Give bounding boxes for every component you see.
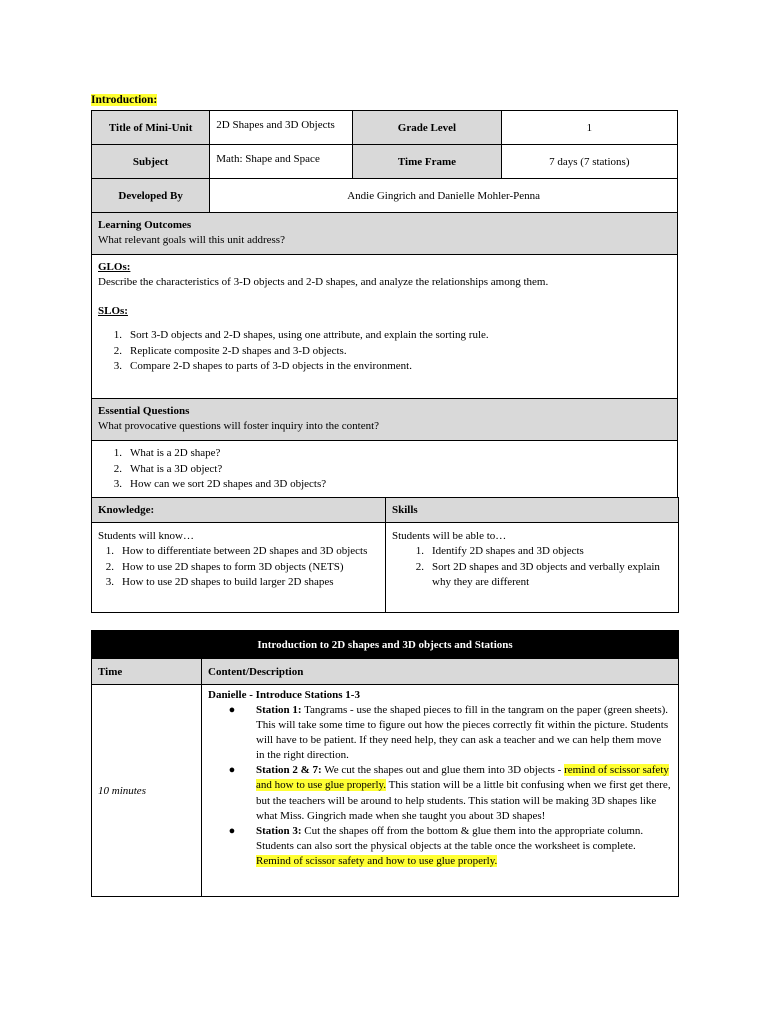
bullet-icon: ●: [228, 764, 236, 777]
skills-list: [400, 544, 672, 591]
time-value: 10 minutes: [92, 685, 202, 897]
list-item: 1. Sort 3-D objects and 2-D shapes, using one attribute, and explain the sorting rule.: [113, 329, 489, 341]
list-item: 1. Identify 2D shapes and 3D objects: [415, 545, 584, 557]
glos-text: Describe the characteristics of 3-D objects and 2-D shapes, and analyze the relationships among them.: [98, 276, 549, 288]
knowledge-skills-table: [91, 497, 679, 613]
essential-questions-list: [98, 446, 671, 493]
bullet-icon: ●: [228, 704, 236, 716]
list-item: 3. How can we sort 2D shapes and 3D objects?: [113, 478, 327, 490]
stations-list: [208, 703, 672, 869]
stations-table: [91, 630, 679, 897]
knowledge-list: [90, 544, 379, 591]
list-item: 2. How to use 2D shapes to form 3D objects (NETS): [105, 560, 344, 573]
learning-outcomes-heading: Learning Outcomes: [98, 219, 192, 231]
essential-questions-heading: Essential Questions: [98, 405, 190, 417]
learning-outcomes-question: What relevant goals will this unit address?: [98, 234, 285, 246]
list-item: ● Station 3: Cut the shapes off from the bottom & glue them into the appropriate column. Students can also sort the physical objects at the table once the worksheet is complete. Remind of scissor safety and how to use glue properly.: [208, 824, 672, 869]
section-title: Danielle - Introduce Stations 1-3: [208, 689, 360, 701]
time-label: Time: [92, 659, 202, 685]
title-value: 2D Shapes and 3D Objects: [210, 111, 353, 145]
timeframe-value: 7 days (7 stations): [501, 145, 677, 179]
skills-cell: [386, 523, 679, 613]
list-item: 2. What is a 3D object?: [113, 462, 223, 475]
glos-slos-cell: [92, 255, 678, 399]
bullet-icon: ●: [228, 824, 236, 837]
list-item: 1. What is a 2D shape?: [113, 447, 221, 459]
developed-value: Andie Gingrich and Danielle Mohler-Penna: [210, 179, 678, 213]
knowledge-label: Knowledge:: [92, 498, 386, 523]
timeframe-label: Time Frame: [353, 145, 501, 179]
title-label: Title of Mini-Unit: [92, 111, 210, 145]
glos-heading: GLOs:: [98, 261, 131, 273]
essential-questions-cell: [92, 399, 678, 441]
learning-outcomes-cell: [92, 213, 678, 255]
highlighted-text: Remind of scissor safety and how to use glue properly.: [256, 854, 498, 867]
skills-label: Skills: [386, 498, 679, 523]
subject-value: Math: Shape and Space: [210, 145, 353, 179]
list-item: 3. How to use 2D shapes to build larger 2D shapes: [105, 576, 334, 588]
essential-questions-list-cell: [92, 441, 678, 499]
stations-table-header: Introduction to 2D shapes and 3D objects and Stations: [92, 631, 679, 659]
highlighted-text: remind of scissor safety and how to use glue properly.: [256, 764, 669, 792]
essential-questions-question: What provocative questions will foster inquiry into the content?: [98, 420, 380, 432]
grade-label: Grade Level: [353, 111, 501, 145]
grade-value: 1: [501, 111, 677, 145]
introduction-heading: Introduction:: [91, 94, 158, 106]
knowledge-intro: Students will know…: [98, 530, 194, 542]
skills-intro: Students will be able to…: [392, 530, 507, 542]
list-item: 2. Sort 2D shapes and 3D objects and verbally explain why they are different: [415, 560, 660, 588]
unit-overview-table: [91, 110, 678, 499]
stations-content-cell: [202, 685, 679, 897]
content-label: Content/Description: [202, 659, 679, 685]
knowledge-cell: [92, 523, 386, 613]
list-item: ● Station 1: Tangrams - use the shaped pieces to fill in the tangram on the paper (green sheets). This will take some time to figure out how the pieces correctly fit within the picture. Students will have to be patient. If they need help, they can ask a teacher and we can help them move in the right direction.: [208, 703, 672, 763]
developed-label: Developed By: [92, 179, 210, 213]
slos-heading: SLOs:: [98, 305, 128, 317]
slos-list: [98, 328, 671, 375]
list-item: 3. Compare 2-D shapes to parts of 3-D objects in the environment.: [113, 360, 412, 372]
list-item: ● Station 2 & 7: We cut the shapes out and glue them into 3D objects - remind of scissor safety and how to use glue properly. This station will be a little bit confusing when we first get there, but the teachers will be around to help students. This station will be making 3D shapes like what Miss. Gingrich made when she taught you about 3D shapes!: [208, 763, 672, 823]
subject-label: Subject: [92, 145, 210, 179]
list-item: 2. Replicate composite 2-D shapes and 3-D objects.: [113, 344, 347, 357]
list-item: 1. How to differentiate between 2D shapes and 3D objects: [105, 545, 368, 557]
